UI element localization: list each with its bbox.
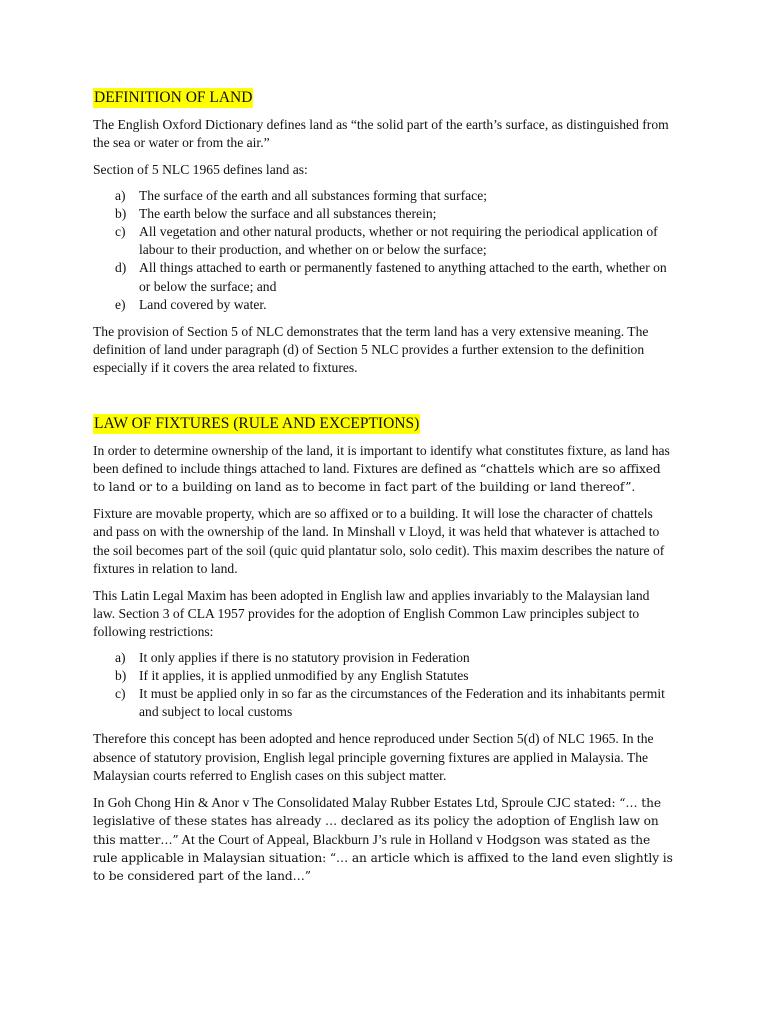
- list-item: [93, 259, 673, 295]
- paragraph-text: In order to determine ownership of the land, it is important to identify what constitutes fixture, as land has been defined to include things attached to land. Fixtures are defined as: [93, 442, 670, 476]
- list-item: [93, 205, 673, 223]
- section-heading-definition-of-land: DEFINITION OF LAND: [94, 89, 253, 106]
- paragraph-goh-chong-hin: [93, 794, 673, 885]
- paragraph-section5-intro: Section of 5 NLC 1965 defines land as:: [93, 162, 308, 178]
- list-marker: a): [115, 649, 126, 665]
- list-item: [93, 187, 673, 205]
- paragraph-section5d-adoption: Therefore this concept has been adopted and hence reproduced under Section 5(d) of NLC 1965. In the absence of statutory provision, English legal principle governing fixtures are applied in Malaysia. The Malaysian courts referred to English cases on this subject matter.: [93, 731, 654, 783]
- list-marker: d): [115, 260, 127, 276]
- paragraph-oxford-definition: The English Oxford Dictionary defines land as “the solid part of the earth’s surface, as distinguished from the sea or water or from the air.”: [93, 117, 669, 151]
- list-item-text: If it applies, it is applied unmodified by any English Statutes: [139, 667, 469, 683]
- list-item-text: It must be applied only in so far as the circumstances of the Federation and its inhabitants permit and subject to local customs: [139, 686, 665, 720]
- land-definition-list: [93, 187, 673, 314]
- list-marker: c): [115, 686, 126, 702]
- quoted-blackburn: Hodgson was stated as the rule applicable in Malaysian situation: “… an article which is affixed to the land even slightly is to be considered part of the land…”: [93, 832, 673, 883]
- list-item-text: It only applies if there is no statutory provision in Federation: [139, 649, 470, 665]
- paragraph-text: At the Court of Appeal, Blackburn J’s rule in Holland v: [178, 831, 487, 847]
- section-heading-law-of-fixtures: LAW OF FIXTURES (RULE AND EXCEPTIONS): [94, 414, 420, 432]
- quoted-definition: “chattels which are so affixed to land or to a building on land as to become in fact part of the building or land thereof”.: [93, 461, 661, 495]
- list-item-text: Land covered by water.: [139, 296, 267, 312]
- document-page: [93, 86, 673, 885]
- list-item-text: All things attached to earth or permanently fastened to anything attached to the earth, whether on or below the surface; and: [139, 260, 667, 294]
- paragraph-movable-property: Fixture are movable property, which are so affixed or to a building. It will lose the character of chattels and pass on with the ownership of the land. In Minshall v Lloyd, it was held that whatever is attached to the soil becomes part of the soil (quic quid plantatur solo, solo cedit). This maxim describes the nature of fixtures in relation to land.: [93, 506, 665, 576]
- list-marker: e): [115, 296, 126, 312]
- list-marker: c): [115, 224, 126, 240]
- list-marker: a): [115, 187, 126, 203]
- list-item: [93, 649, 673, 667]
- list-item: [93, 685, 673, 721]
- paragraph-fixtures-definition: [93, 442, 673, 497]
- paragraph-text: In Goh Chong Hin & Anor v The Consolidated Malay Rubber Estates Ltd, Sproule CJC: [93, 795, 574, 811]
- restrictions-list: [93, 649, 673, 722]
- list-marker: b): [115, 667, 127, 683]
- list-item: [93, 296, 673, 314]
- paragraph-latin-maxim: This Latin Legal Maxim has been adopted in English law and applies invariably to the Malaysian land law. Section 3 of CLA 1957 provides for the adoption of English Common Law principles subject to following restrictions:: [93, 588, 650, 640]
- list-item-text: All vegetation and other natural products, whether or not requiring the periodical application of labour to their production, and whether on or below the surface;: [139, 224, 658, 258]
- list-marker: b): [115, 205, 127, 221]
- quoted-sproule: stated: “… the legislative of these states has already … declared as its policy the adoption of English law on this matter…”: [93, 796, 661, 847]
- list-item: [93, 223, 673, 259]
- list-item-text: The surface of the earth and all substances forming that surface;: [139, 187, 488, 203]
- list-item: [93, 667, 673, 685]
- list-item-text: The earth below the surface and all substances therein;: [139, 205, 437, 221]
- paragraph-provision-section5: The provision of Section 5 of NLC demonstrates that the term land has a very extensive meaning. The definition of land under paragraph (d) of Section 5 NLC provides a further extension to the definition especially if it covers the area related to fixtures.: [93, 324, 649, 376]
